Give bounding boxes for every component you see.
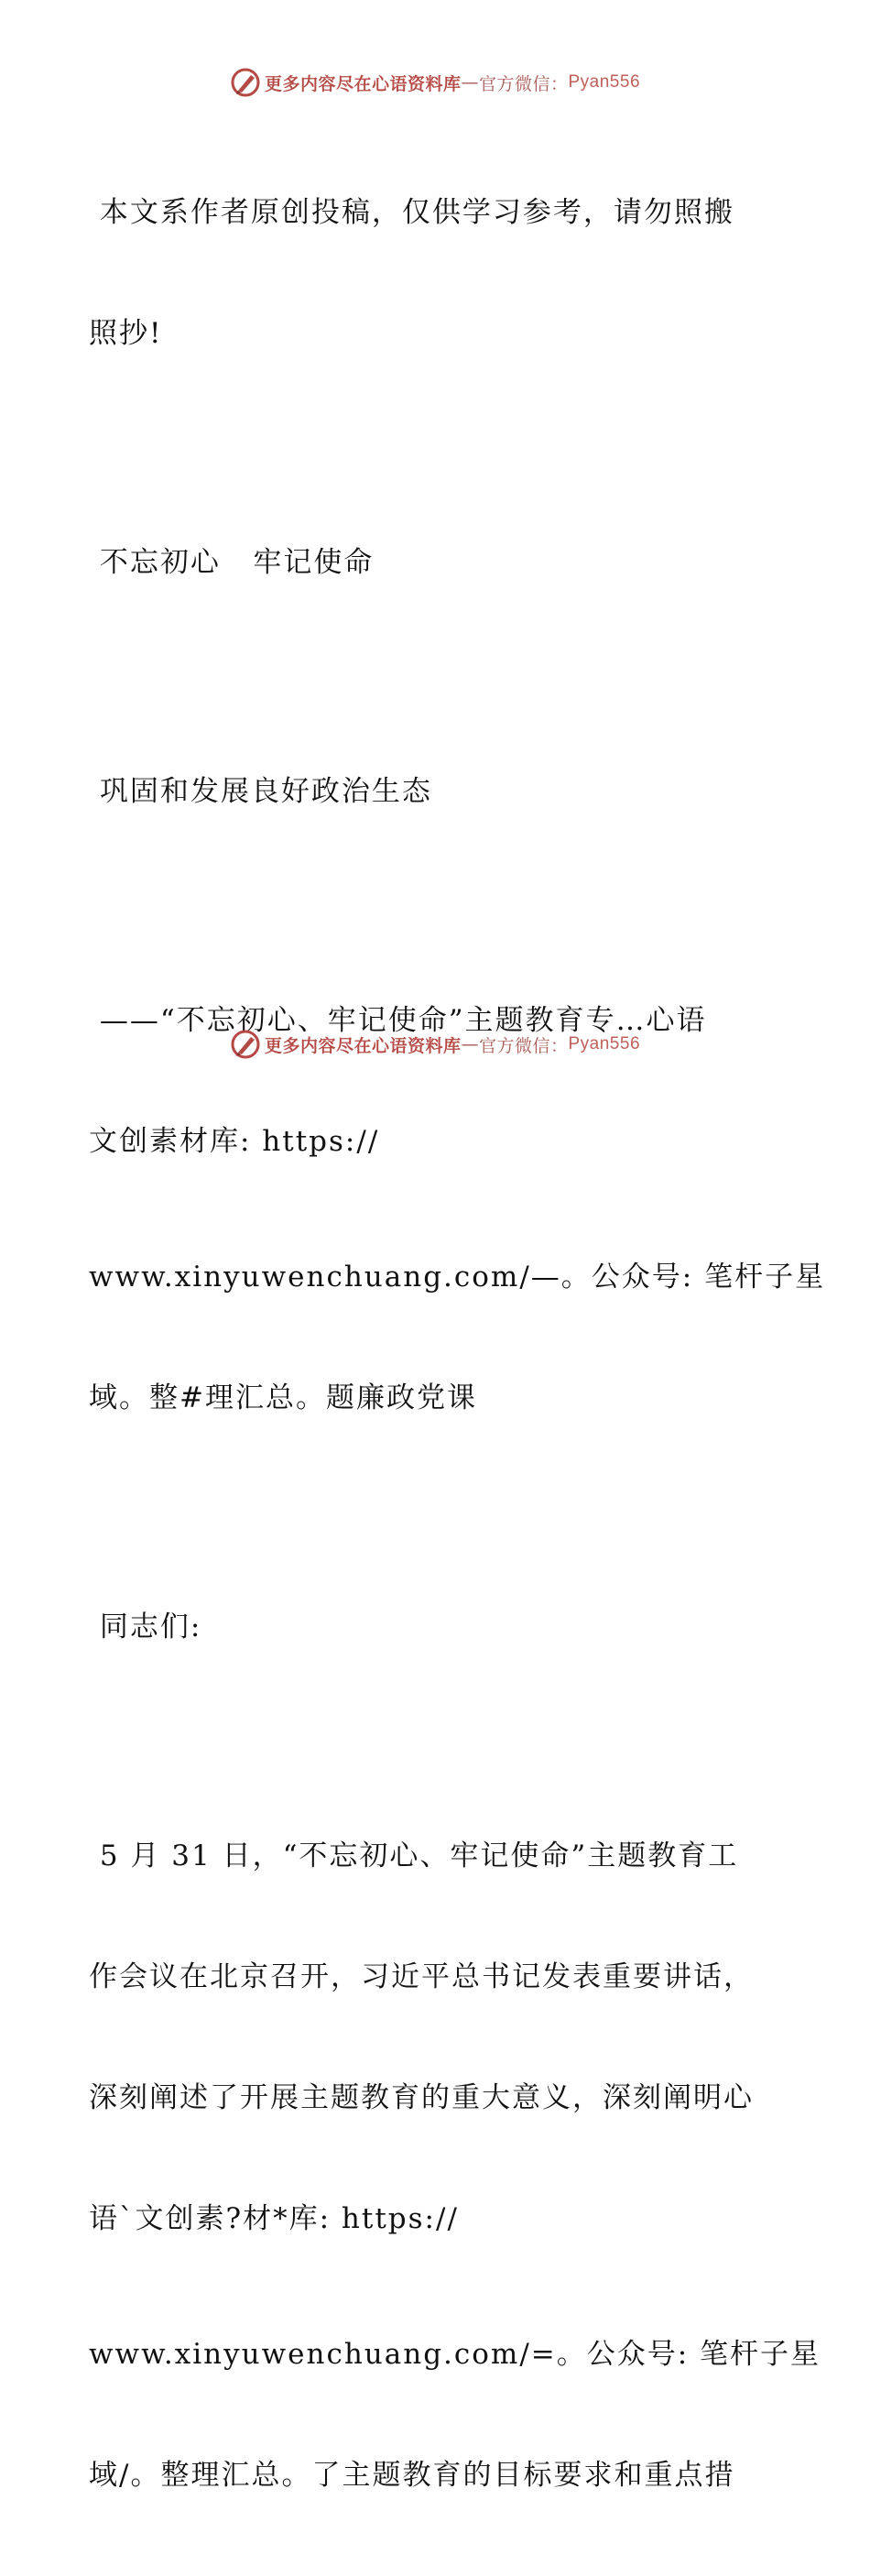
wechat-id-text: Pyan556 [568, 1034, 641, 1053]
body-paragraph [89, 1755, 821, 2576]
subtitle-line: www.xinyuwenchuang.com/—。公众号: 笔杆子星 [89, 1261, 826, 1293]
title-text: 不忘初心 牢记使命 [89, 546, 375, 579]
separator-text: — [461, 72, 479, 93]
footer-watermark-banner [0, 1026, 870, 1063]
disclaimer-line: 照抄! [89, 317, 163, 350]
document-body [89, 112, 826, 2576]
disclaimer-paragraph [89, 112, 785, 434]
body-line: 域/。整理汇总。了主题教育的目标要求和重点措 [89, 2459, 735, 2492]
disclaimer-line: 本文系作者原创投稿，仅供学习参考，请勿照搬 [89, 196, 734, 229]
body-line: 作会议在北京召开，习近平总书记发表重要讲话， [89, 1960, 754, 1993]
site-name-text: 更多内容尽在心语资料库 [264, 1035, 462, 1056]
title-text: 巩固和发展良好政治生态 [89, 775, 432, 808]
body-line: www.xinyuwenchuang.com/=。公众号: 笔杆子星 [89, 2338, 821, 2371]
body-line: 语`文创素?材*库: https:// [89, 2202, 459, 2235]
salutation-paragraph [89, 1526, 785, 1728]
site-name-text: 更多内容尽在心语资料库 [264, 73, 462, 94]
subtitle-line: 域。整#理汇总。题廉政党课 [89, 1381, 477, 1414]
pen-logo-icon [230, 67, 261, 98]
subtitle-paragraph [89, 920, 826, 1499]
body-line: 深刻阐述了开展主题教育的重大意义，深刻阐明心 [89, 2081, 754, 2114]
subtitle-line: ——“不忘初心、牢记使命”主题教育专…心语 [89, 1004, 707, 1037]
title-line-1 [89, 462, 785, 663]
body-line: 5 月 31 日，“不忘初心、牢记使命”主题教育工 [89, 1839, 739, 1872]
wechat-label-text: 官方微信： [478, 1035, 569, 1056]
wechat-id-text: Pyan556 [568, 72, 641, 92]
pen-logo-icon [230, 1029, 261, 1060]
title-line-2 [89, 691, 785, 892]
salutation-text: 同志们: [89, 1610, 202, 1643]
header-watermark-banner [0, 64, 870, 101]
separator-text: — [461, 1034, 479, 1054]
wechat-label-text: 官方微信： [478, 73, 569, 94]
subtitle-line: 文创素材库: https:// [89, 1125, 380, 1158]
